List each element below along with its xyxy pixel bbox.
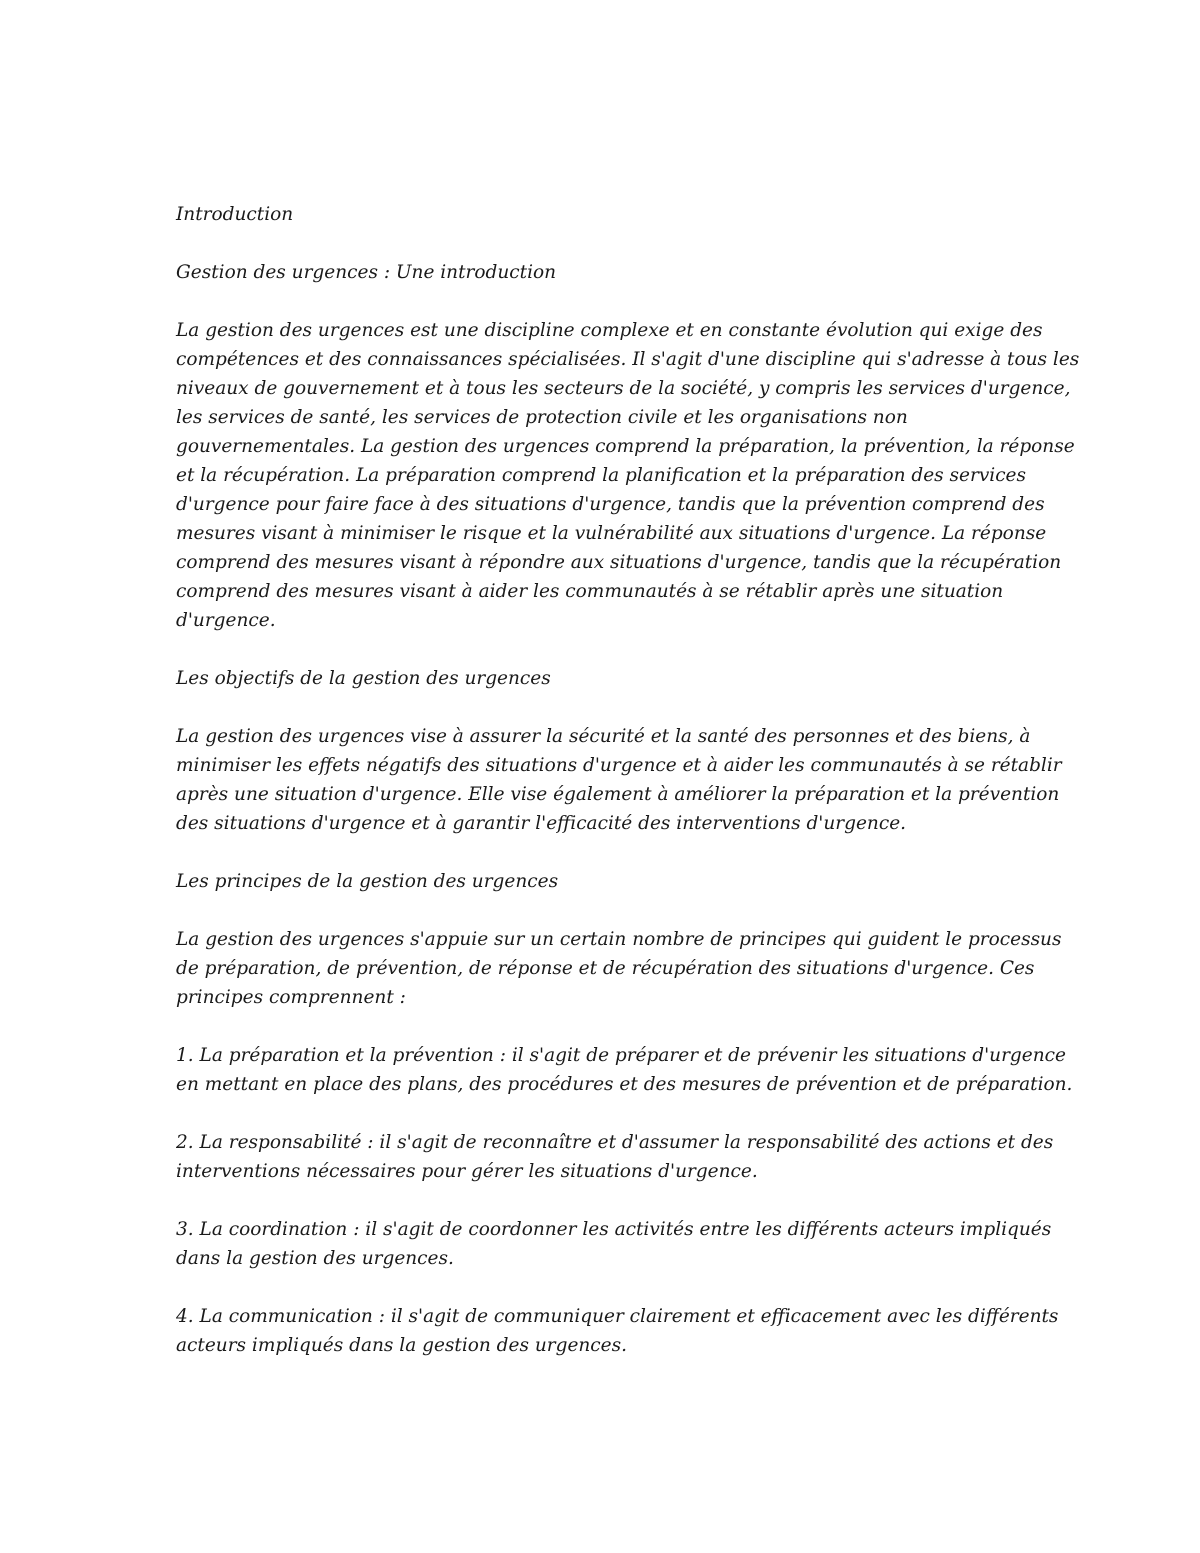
principle-item-responsibility (176, 1128, 1054, 1186)
paragraph-objectives (176, 722, 1062, 838)
principle-item-coordination (176, 1215, 1052, 1273)
text-line: mesures visant à minimiser le risque et la vulnérabilité aux situations d'urgence. La réponse (176, 523, 1047, 544)
text-line: et la récupération. La préparation comprend la planification et la préparation des services (176, 465, 1026, 486)
section-heading-objectives: Les objectifs de la gestion des urgences (176, 668, 551, 689)
text-line: minimiser les effets négatifs des situations d'urgence et à aider les communautés à se rétablir (176, 755, 1062, 776)
text-line: les services de santé, les services de protection civile et les organisations non (176, 407, 908, 428)
text-line: d'urgence. (176, 610, 276, 631)
text-line: principes comprennent : (176, 987, 406, 1008)
text-line: 3. La coordination : il s'agit de coordonner les activités entre les différents acteurs impliqués (176, 1219, 1052, 1240)
text-line: d'urgence pour faire face à des situations d'urgence, tandis que la prévention comprend des (176, 494, 1045, 515)
text-line: La gestion des urgences vise à assurer la sécurité et la santé des personnes et des biens, à (176, 726, 1031, 747)
document-body (176, 200, 1080, 1389)
text-line: 2. La responsabilité : il s'agit de reconnaître et d'assumer la responsabilité des actions et des (176, 1132, 1054, 1153)
section-heading-introduction: Gestion des urgences : Une introduction (176, 262, 557, 283)
document-title: Introduction (176, 204, 294, 225)
paragraph-principles (176, 925, 1062, 1012)
principle-item-communication (176, 1302, 1059, 1360)
text-line: 4. La communication : il s'agit de communiquer clairement et efficacement avec les différents (176, 1306, 1059, 1327)
text-line: dans la gestion des urgences. (176, 1248, 454, 1269)
text-line: compétences et des connaissances spécialisées. Il s'agit d'une discipline qui s'adresse à tous les (176, 349, 1080, 370)
text-line: La gestion des urgences est une discipline complexe et en constante évolution qui exige des (176, 320, 1043, 341)
text-line: acteurs impliqués dans la gestion des urgences. (176, 1335, 627, 1356)
text-line: après une situation d'urgence. Elle vise également à améliorer la préparation et la prévention (176, 784, 1060, 805)
text-line: en mettant en place des plans, des procédures et des mesures de prévention et de préparation. (176, 1074, 1073, 1095)
section-heading-principles: Les principes de la gestion des urgences (176, 871, 559, 892)
text-line: de préparation, de prévention, de réponse et de récupération des situations d'urgence. Ces (176, 958, 1035, 979)
text-line: 1. La préparation et la prévention : il s'agit de préparer et de prévenir les situations d'urgence (176, 1045, 1066, 1066)
text-line: interventions nécessaires pour gérer les situations d'urgence. (176, 1161, 758, 1182)
text-line: des situations d'urgence et à garantir l'efficacité des interventions d'urgence. (176, 813, 907, 834)
text-line: comprend des mesures visant à répondre aux situations d'urgence, tandis que la récupération (176, 552, 1062, 573)
text-line: comprend des mesures visant à aider les communautés à se rétablir après une situation (176, 581, 1004, 602)
text-line: gouvernementales. La gestion des urgences comprend la préparation, la prévention, la réponse (176, 436, 1075, 457)
text-line: La gestion des urgences s'appuie sur un certain nombre de principes qui guident le processus (176, 929, 1062, 950)
text-line: niveaux de gouvernement et à tous les secteurs de la société, y compris les services d'urgence, (176, 378, 1071, 399)
principle-item-preparation (176, 1041, 1073, 1099)
paragraph-introduction (176, 316, 1080, 635)
